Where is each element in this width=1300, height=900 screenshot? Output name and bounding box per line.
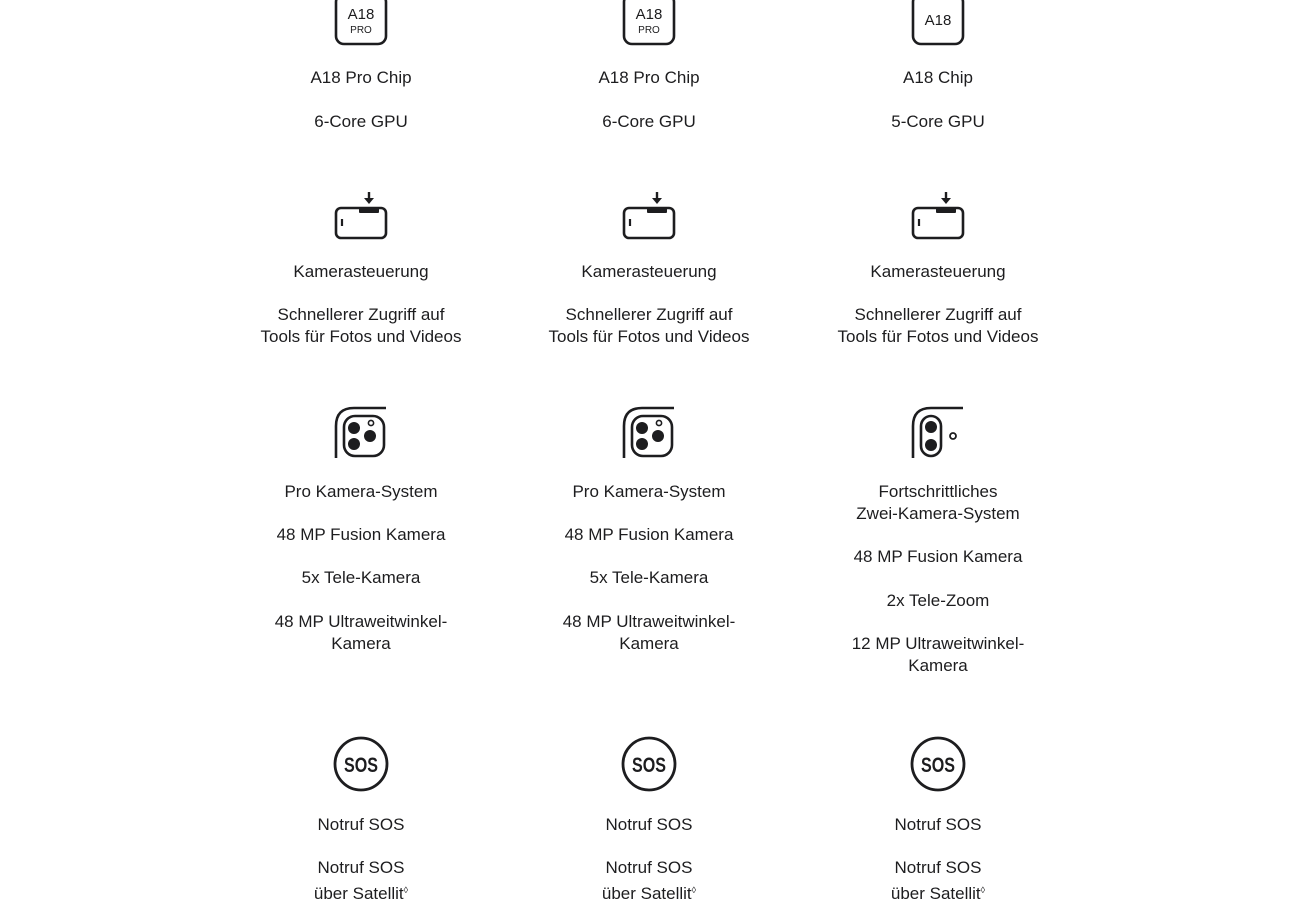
- sos-icon: [909, 735, 967, 793]
- chip-title: A18 Pro Chip: [598, 68, 700, 87]
- svg-text:A18: A18: [924, 12, 952, 29]
- camera-control-icon: [334, 191, 388, 241]
- svg-text:A18: A18: [347, 6, 375, 23]
- footnote-mark[interactable]: ◊: [691, 885, 697, 895]
- svg-text:SOS: SOS: [344, 754, 378, 777]
- a18-chip-icon: [911, 0, 965, 48]
- ultrawide-camera-spec: 48 MP Ultraweitwinkel- Kamera: [562, 612, 736, 653]
- sos-icon: [332, 735, 390, 793]
- tele-camera-spec: 2x Tele-Zoom: [886, 591, 990, 610]
- camera-system-title: Pro Kamera-System: [284, 482, 438, 501]
- footnote-mark[interactable]: ◊: [980, 885, 986, 895]
- sos-icon: [620, 735, 678, 793]
- gpu-spec: 6-Core GPU: [602, 112, 696, 131]
- fusion-camera-spec: 48 MP Fusion Kamera: [276, 525, 446, 544]
- feature-title: Kamerasteuerung: [870, 262, 1006, 281]
- triple-camera-icon: [622, 406, 676, 460]
- triple-camera-icon: [334, 406, 388, 460]
- dual-camera-icon: [911, 406, 965, 460]
- sos-title: Notruf SOS: [605, 815, 693, 834]
- model-column-1: [251, 0, 471, 900]
- ultrawide-camera-spec: 12 MP Ultraweitwinkel- Kamera: [851, 634, 1025, 675]
- fusion-camera-spec: 48 MP Fusion Kamera: [564, 525, 734, 544]
- sos-title: Notruf SOS: [317, 815, 405, 834]
- feature-title: Kamerasteuerung: [293, 262, 429, 281]
- svg-text:SOS: SOS: [921, 754, 955, 777]
- feature-description: Schnellerer Zugriff auf Tools für Fotos und Videos: [837, 305, 1039, 346]
- chip-title: A18 Chip: [903, 68, 973, 87]
- svg-text:SOS: SOS: [632, 754, 666, 777]
- sos-description: Notruf SOS über Satellit◊: [890, 858, 986, 900]
- camera-system-title: Pro Kamera-System: [572, 482, 726, 501]
- a18-pro-chip-icon: [334, 0, 388, 48]
- sos-title: Notruf SOS: [894, 815, 982, 834]
- svg-text:PRO: PRO: [638, 25, 660, 36]
- camera-control-icon: [622, 191, 676, 241]
- tele-camera-spec: 5x Tele-Kamera: [301, 568, 421, 587]
- camera-control-icon: [911, 191, 965, 241]
- sos-description: Notruf SOS über Satellit◊: [601, 858, 697, 900]
- svg-text:PRO: PRO: [350, 25, 372, 36]
- feature-description: Schnellerer Zugriff auf Tools für Fotos und Videos: [260, 305, 462, 346]
- footnote-mark[interactable]: ◊: [403, 885, 409, 895]
- feature-description: Schnellerer Zugriff auf Tools für Fotos und Videos: [548, 305, 750, 346]
- feature-title: Kamerasteuerung: [581, 262, 717, 281]
- model-column-2: [539, 0, 759, 900]
- chip-title: A18 Pro Chip: [310, 68, 412, 87]
- ultrawide-camera-spec: 48 MP Ultraweitwinkel- Kamera: [274, 612, 448, 653]
- model-column-3: [828, 0, 1048, 900]
- tele-camera-spec: 5x Tele-Kamera: [589, 568, 709, 587]
- camera-system-title: Fortschrittliches Zwei-Kamera-System: [856, 482, 1020, 523]
- fusion-camera-spec: 48 MP Fusion Kamera: [853, 547, 1023, 566]
- svg-text:A18: A18: [635, 6, 663, 23]
- a18-pro-chip-icon: [622, 0, 676, 48]
- sos-description: Notruf SOS über Satellit◊: [313, 858, 409, 900]
- gpu-spec: 6-Core GPU: [314, 112, 408, 131]
- gpu-spec: 5-Core GPU: [891, 112, 985, 131]
